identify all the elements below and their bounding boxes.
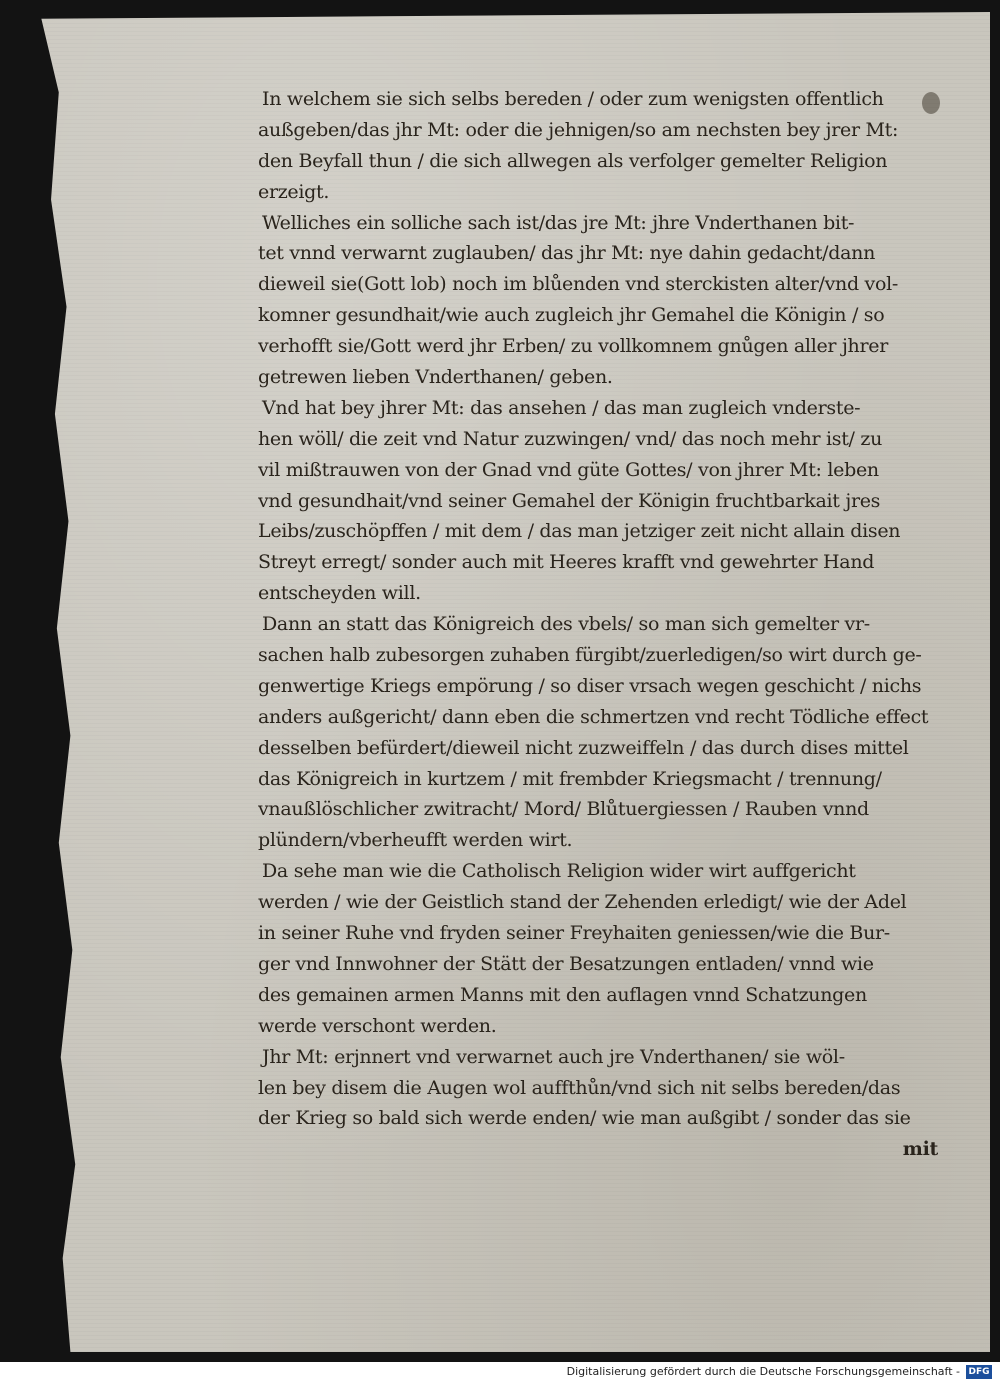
text-line: hen wöll/ die zeit vnd Natur zuzwingen/ vnd/ das noch mehr ist/ zu	[258, 427, 883, 450]
text-line: tet vnnd verwarnt zuglauben/ das jhr Mt: nye dahin gedacht/dann	[258, 242, 876, 265]
digitization-footer	[0, 1362, 1000, 1383]
dfg-logo: DFG	[966, 1365, 992, 1379]
text-line: des gemainen armen Manns mit den auflagen vnnd Schatzungen	[258, 983, 867, 1006]
text-line: sachen halb zubesorgen zuhaben fürgibt/zuerledigen/so wirt durch ge-	[258, 644, 922, 667]
paragraph-first-line: In welchem sie sich selbs bereden / oder zum wenigsten offentlich	[262, 88, 884, 110]
paragraph-first-line: Dann an statt das Königreich des vbels/ so man sich gemelter vr-	[262, 613, 870, 636]
paragraph-first-line: Vnd hat bey jhrer Mt: das ansehen / das man zugleich vnderste-	[262, 396, 861, 419]
text-line: entscheyden will.	[258, 582, 421, 605]
text-line: vnaußlöschlicher zwitracht/ Mord/ Blůtuergiessen / Rauben vnnd	[258, 798, 869, 821]
text-line: komner gesundhait/wie auch zugleich jhr Gemahel die Königin / so	[258, 304, 885, 327]
text-line: len bey disem die Augen wol auffthůn/vnd sich nit selbs bereden/das	[258, 1076, 901, 1099]
text-line: desselben befürdert/dieweil nicht zuzweiffeln / das durch dises mittel	[258, 736, 909, 759]
text-line: genwertige Kriegs empörung / so diser vrsach wegen geschicht / nichs	[258, 674, 922, 697]
catchword: mit	[902, 1138, 938, 1161]
paper-stain	[56, 930, 70, 942]
text-line: werden / wie der Geistlich stand der Zehenden erledigt/ wie der Adel	[258, 891, 907, 914]
text-line: das Königreich in kurtzem / mit frembder Kriegsmacht / trennung/	[258, 767, 882, 790]
text-line: dieweil sie(Gott lob) noch im blůenden vnd sterckisten alter/vnd vol-	[258, 273, 899, 296]
text-line: vil mißtrauwen von der Gnad vnd güte Gottes/ von jhrer Mt: leben	[258, 458, 879, 481]
text-line: der Krieg so bald sich werde enden/ wie man außgibt / sonder das sie	[258, 1107, 911, 1130]
text-line: ger vnd Innwohner der Stätt der Besatzungen entladen/ vnnd wie	[258, 952, 874, 975]
page-body-text	[258, 84, 938, 1165]
text-line: plündern/vberheufft werden wirt.	[258, 829, 573, 852]
text-line: werde verschont werden.	[258, 1014, 497, 1037]
text-line: verhofft sie/Gott werd jhr Erben/ zu vollkomnem gnůgen aller jhrer	[258, 335, 888, 358]
text-line: Leibs/zuschöpffen / mit dem / das man jetziger zeit nicht allain disen	[258, 520, 901, 543]
funding-credit: Digitalisierung gefördert durch die Deutsche Forschungsgemeinschaft -	[566, 1365, 960, 1378]
text-line: vnd gesundhait/vnd seiner Gemahel der Königin fruchtbarkait jres	[258, 489, 881, 512]
text-line: getrewen lieben Vnderthanen/ geben.	[258, 366, 613, 389]
paragraph-first-line: Jhr Mt: erjnnert vnd verwarnet auch jre Vnderthanen/ sie wöl-	[262, 1045, 845, 1068]
text-line: Streyt erregt/ sonder auch mit Heeres krafft vnd gewehrter Hand	[258, 551, 875, 574]
text-line: den Beyfall thun / die sich allwegen als verfolger gemelter Religion	[258, 149, 888, 172]
text-line: erzeigt.	[258, 180, 330, 203]
text-line: in seiner Ruhe vnd fryden seiner Freyhaiten geniessen/wie die Bur-	[258, 922, 890, 945]
text-line: anders außgericht/ dann eben die schmertzen vnd recht Tödliche effect	[258, 705, 929, 728]
paragraph-first-line: Welliches ein solliche sach ist/das jre Mt: jhre Vnderthanen bit-	[262, 211, 855, 234]
text-line: außgeben/das jhr Mt: oder die jehnigen/so am nechsten bey jrer Mt:	[258, 118, 899, 141]
paragraph-first-line: Da sehe man wie die Catholisch Religion wider wirt auffgericht	[262, 860, 856, 883]
